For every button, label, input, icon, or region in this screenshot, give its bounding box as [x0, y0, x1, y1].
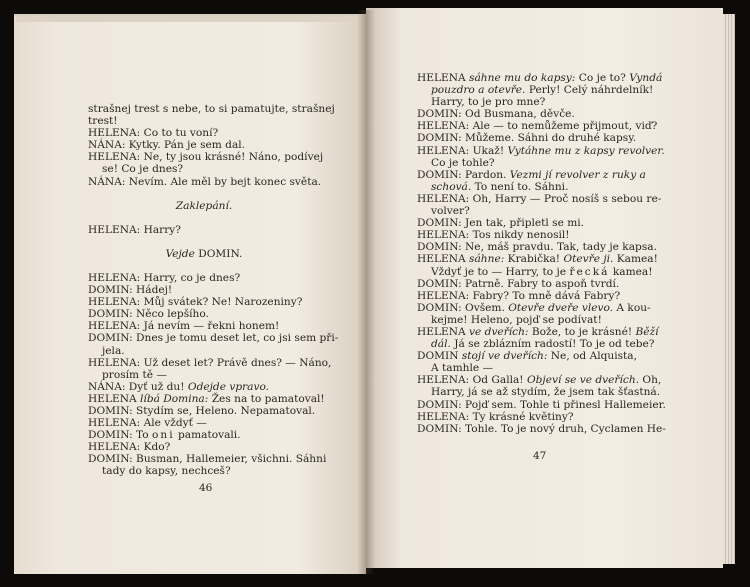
text-line: DOMIN: Tohle. To je nový druh, Cyclamen He-	[417, 422, 666, 435]
text-line: HELENA: Harry?	[88, 223, 181, 236]
text-line: HELENA: Od Galla! Objeví se ve dveřích. Oh,	[417, 374, 662, 387]
text-line: pouzdro a otevře. Perly! Celý náhrdelník!	[431, 84, 654, 97]
text-line: prosím tě —	[102, 368, 167, 381]
stage-direction: Vejde DOMIN.	[165, 247, 243, 260]
text-line: HELENA: Ukaž! Vytáhne mu z kapsy revolver.	[417, 144, 665, 157]
text-line: HELENA: Kdo?	[88, 441, 171, 454]
text-line: HELENA líbá Domina: Žes na to pamatoval!	[88, 392, 325, 405]
text-line: DOMIN: Pojď sem. Tohle ti přinesl Hallemeier.	[417, 398, 666, 411]
text-line: NÁNA: Dyť už du! Odejde vpravo.	[88, 380, 270, 393]
text-line: HELENA: Fabry? To mně dává Fabry?	[417, 289, 621, 302]
text-line: dál. Já se zblázním radostí! To je od tebe?	[431, 338, 655, 351]
stage-direction: Zaklepání.	[175, 199, 233, 212]
text-line: trest!	[88, 115, 118, 128]
text-line: DOMIN: Něco lepšího.	[88, 308, 209, 321]
text-line: se! Co je dnes?	[102, 163, 184, 176]
text-line: DOMIN: To oni pamatovali.	[88, 429, 241, 442]
text-line: HELENA: Harry, co je dnes?	[88, 271, 241, 284]
text-line: HELENA sáhne: Krabička! Otevře ji. Kamea!	[417, 253, 658, 266]
page-stack-edge	[16, 16, 356, 22]
text-line: DOMIN: Patrně. Fabry to aspoň tvrdí.	[417, 277, 620, 290]
text-line: DOMIN: Jen tak, připletl se mi.	[417, 217, 585, 230]
text-line: DOMIN: Stydím se, Heleno. Nepamatoval.	[88, 404, 316, 417]
text-line: A tamhle —	[431, 362, 494, 375]
text-line: Co je tohle?	[431, 156, 495, 169]
text-line: HELENA ve dveřích: Bože, to je krásné! Běží	[417, 325, 659, 338]
text-line: HELENA: Ale vždyť —	[88, 417, 207, 430]
text-line: NÁNA: Nevím. Ale měl by bejt konec světa.	[88, 175, 322, 188]
text-line: NÁNA: Kytky. Pán je sem dal.	[88, 139, 246, 152]
text-line: tady do kapsy, nechceš?	[102, 465, 231, 478]
text-line: kejme! Heleno, pojď se podívat!	[431, 313, 602, 326]
text-line: schová. To není to. Sáhni.	[431, 180, 569, 193]
text-line: HELENA: Já nevím — řekni honem!	[88, 320, 280, 333]
text-line: HELENA: Už deset let? Právě dnes? — Náno,	[88, 356, 332, 369]
text-line: Harry, já se až stydím, že jsem tak šťastná.	[431, 386, 661, 399]
text-line: HELENA: Co to tu voní?	[88, 127, 219, 140]
text-line: DOMIN: Dnes je tomu deset let, co jsi sem při-	[88, 332, 339, 345]
text-line: DOMIN: Busman, Hallemeier, všichni. Sáhni	[88, 453, 327, 466]
text-line: Vždyť je to — Harry, to je řecká kamea!	[431, 265, 653, 278]
text-line: DOMIN: Ovšem. Otevře dveře vlevo. A kou-	[417, 301, 651, 314]
text-line: HELENA: Ale — to nemůžeme přijmout, viď?	[417, 120, 658, 133]
page-number: 46	[199, 482, 213, 494]
text-line: DOMIN: Můžeme. Sáhni do druhé kapsy.	[417, 132, 637, 145]
text-line: HELENA: Ne, ty jsou krásné! Náno, podívej	[88, 151, 324, 164]
text-line: HELENA: Ty krásné květiny?	[417, 410, 574, 423]
book-gutter	[357, 10, 375, 574]
text-line: volver?	[431, 205, 470, 218]
left-page-text	[88, 103, 339, 478]
text-line: DOMIN stojí ve dveřích: Ne, od Alquista,	[417, 350, 637, 363]
text-line: HELENA: Tos nikdy nenosil!	[417, 229, 570, 242]
text-line: jela.	[102, 344, 125, 357]
text-line: HELENA: Můj svátek? Ne! Narozeniny?	[88, 296, 303, 309]
text-line: DOMIN: Od Busmana, děvče.	[417, 108, 575, 121]
text-line: HELENA: Oh, Harry — Proč nosíš s sebou re-	[417, 192, 662, 205]
text-line: DOMIN: Ne, máš pravdu. Tak, tady je kapsa.	[417, 241, 657, 254]
page-number: 47	[533, 450, 547, 462]
text-line: HELENA sáhne mu do kapsy: Co je to? Vyndá	[417, 72, 663, 84]
text-line: DOMIN: Pardon. Vezmi jí revolver z ruky a	[417, 168, 646, 181]
page-edges	[723, 14, 735, 564]
text-line: Harry, to je pro mne?	[431, 96, 546, 109]
text-line: strašnej trest s nebe, to si pamatujte, strašnej	[88, 103, 335, 115]
right-page-text	[417, 72, 666, 435]
text-line: DOMIN: Hádej!	[88, 284, 173, 297]
